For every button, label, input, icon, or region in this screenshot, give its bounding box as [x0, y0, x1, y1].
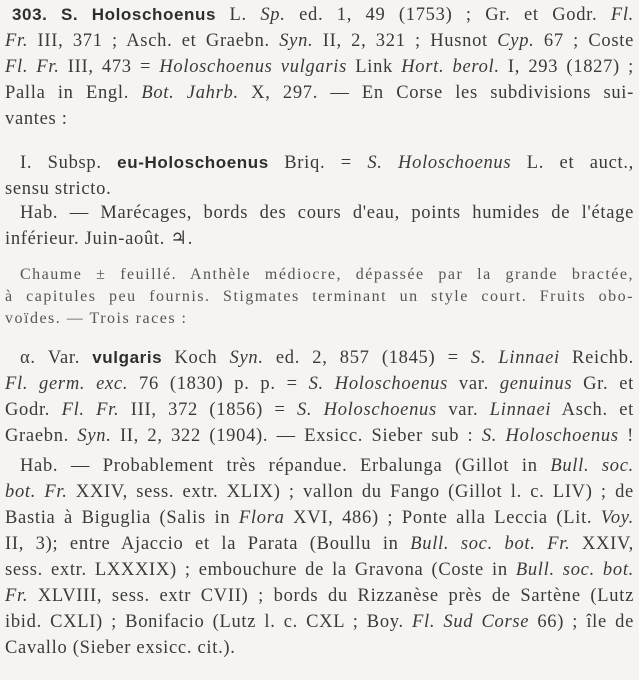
text-run: inférieur. Juin-août. ♃.	[5, 229, 194, 249]
italic-term: Fl. Fr.	[5, 57, 60, 77]
text-run: Chaume ± feuillé. Anthèle médiocre, dépassée par la grande bractée,	[20, 266, 634, 283]
text-run: α. Var.	[20, 348, 93, 368]
text-run: I, 293 (1827) ;	[499, 57, 634, 77]
text-line	[5, 308, 634, 330]
text-run: 67 ; Coste	[534, 31, 634, 51]
text-line	[5, 200, 634, 226]
italic-term: Linnaei	[489, 400, 552, 420]
text-run: 76 (1830) p. p. =	[128, 374, 309, 394]
text-run: Graebn.	[5, 426, 78, 446]
variety-habitat-paragraph	[5, 453, 634, 661]
text-run: XLVIII, sess. extr CVII) ; bords du Rizzanèse près de Sartène (Lutz	[28, 586, 634, 606]
text-run: Asch. et	[551, 400, 634, 420]
italic-term: Syn.	[229, 348, 264, 368]
text-run: Godr.	[5, 400, 62, 420]
text-run: ed. 1, 49 (1753) ; Gr. et Godr.	[285, 5, 611, 25]
text-line	[5, 479, 634, 505]
text-line	[5, 106, 634, 132]
italic-term: genuinus	[499, 374, 573, 394]
italic-term: Syn.	[77, 426, 112, 446]
text-line	[5, 54, 634, 80]
subspecies-habitat-paragraph	[5, 200, 634, 252]
text-line	[5, 28, 634, 54]
text-run: III, 372 (1856) =	[119, 400, 297, 420]
text-run: XVI, 486) ; Ponte alla Leccia (Lit.	[284, 508, 601, 528]
italic-term: Cyp.	[497, 31, 535, 51]
italic-term: Fl. Fr.	[61, 400, 120, 420]
taxon-heading: eu-Holoschoenus	[117, 153, 269, 172]
italic-term: Fl. Sud Corse	[412, 612, 530, 632]
text-run: ibid. CXLI) ; Bonifacio (Lutz l. c. CXL ; Boy.	[5, 612, 413, 632]
text-run: voïdes. — Trois races :	[5, 310, 188, 327]
text-run: Briq. =	[268, 153, 368, 173]
text-run: Hab. — Probablement très répandue. Erbalunga (Gillot in	[20, 456, 551, 476]
italic-term: Flora	[238, 508, 285, 528]
text-run: III, 371 ; Asch. et Graebn.	[28, 31, 280, 51]
text-line	[5, 531, 634, 557]
italic-term: Fl. germ. exc.	[5, 374, 129, 394]
text-run: à capitules peu fournis. Stigmates terminant un style court. Fruits obo-	[5, 288, 634, 305]
text-run: Bastia à Biguglia (Salis in	[5, 508, 239, 528]
text-run: var.	[448, 374, 500, 394]
italic-term: bot. Fr.	[5, 482, 68, 502]
text-line	[5, 226, 634, 252]
text-run: sensu stricto.	[5, 179, 112, 199]
italic-term: Fr.	[5, 31, 29, 51]
italic-term: Bull. soc. bot. Fr.	[410, 534, 571, 554]
subspecies-paragraph	[5, 150, 634, 202]
text-line	[5, 176, 634, 202]
text-run: Koch	[162, 348, 230, 368]
taxon-heading: 303. S. Holoschoenus	[12, 5, 217, 24]
text-run: Palla in Engl.	[5, 83, 142, 103]
italic-term: Fr.	[5, 586, 29, 606]
text-line	[5, 264, 634, 286]
text-run: L. et auct.,	[511, 153, 635, 173]
species-header-paragraph	[5, 2, 634, 132]
italic-term: S. Holoschoenus	[296, 400, 437, 420]
text-run: II, 2, 321 ; Husnot	[313, 31, 498, 51]
text-line	[5, 505, 634, 531]
text-run: XXIV,	[570, 534, 634, 554]
italic-term: Syn.	[279, 31, 314, 51]
text-line	[5, 609, 634, 635]
text-run: vantes :	[5, 109, 68, 129]
text-run: ed. 2, 857 (1845) =	[263, 348, 471, 368]
text-line	[5, 345, 634, 371]
text-line	[5, 286, 634, 308]
text-run: II, 3); entre Ajaccio et la Parata (Boullu in	[5, 534, 411, 554]
text-line	[5, 2, 634, 28]
text-line	[5, 423, 634, 449]
taxon-heading: vulgaris	[92, 348, 163, 367]
italic-term: Bull. soc. bot.	[515, 560, 634, 580]
italic-term: Bull. soc.	[550, 456, 634, 476]
text-line	[5, 635, 634, 661]
text-run: 66) ; île de	[529, 612, 634, 632]
text-line	[5, 453, 634, 479]
italic-term: Hort. berol.	[401, 57, 500, 77]
text-run: X, 297. — En Corse les subdivisions sui-	[238, 83, 634, 103]
text-run: var.	[436, 400, 490, 420]
italic-term: Fl.	[610, 5, 634, 25]
text-line	[5, 80, 634, 106]
italic-term: Sp.	[260, 5, 286, 25]
italic-term: S. Linnaei	[470, 348, 560, 368]
text-line	[5, 583, 634, 609]
text-line	[5, 150, 634, 176]
description-paragraph	[5, 264, 634, 330]
text-run: !	[618, 426, 635, 446]
text-line	[5, 557, 634, 583]
text-run: sess. extr. LXXXIX) ; embouchure de la Gravona (Coste in	[5, 560, 516, 580]
text-run: I. Subsp.	[20, 153, 118, 173]
text-run: III, 473 =	[59, 57, 160, 77]
text-line	[5, 397, 634, 423]
text-run: Hab. — Marécages, bords des cours d'eau, points humides de l'étage	[20, 203, 634, 223]
italic-term: S. Holoschoenus	[367, 153, 512, 173]
text-run: Gr. et	[572, 374, 634, 394]
variety-paragraph	[5, 345, 634, 449]
text-line	[5, 371, 634, 397]
italic-term: S. Holoschoenus	[308, 374, 448, 394]
text-run: Link	[347, 57, 402, 77]
text-run: XXIV, sess. extr. XLIX) ; vallon du Fango (Gillot l. c. LIV) ; de	[67, 482, 634, 502]
text-run: Reichb.	[559, 348, 634, 368]
italic-term: Holoschoenus vulgaris	[159, 57, 348, 77]
italic-term: S. Holoschoenus	[481, 426, 619, 446]
italic-term: Bot. Jahrb.	[141, 83, 239, 103]
italic-term: Voy.	[600, 508, 634, 528]
text-run: Cavallo (Sieber exsicc. cit.).	[5, 638, 236, 658]
text-run: L.	[216, 5, 261, 25]
text-run: II, 2, 322 (1904). — Exsicc. Sieber sub :	[111, 426, 482, 446]
